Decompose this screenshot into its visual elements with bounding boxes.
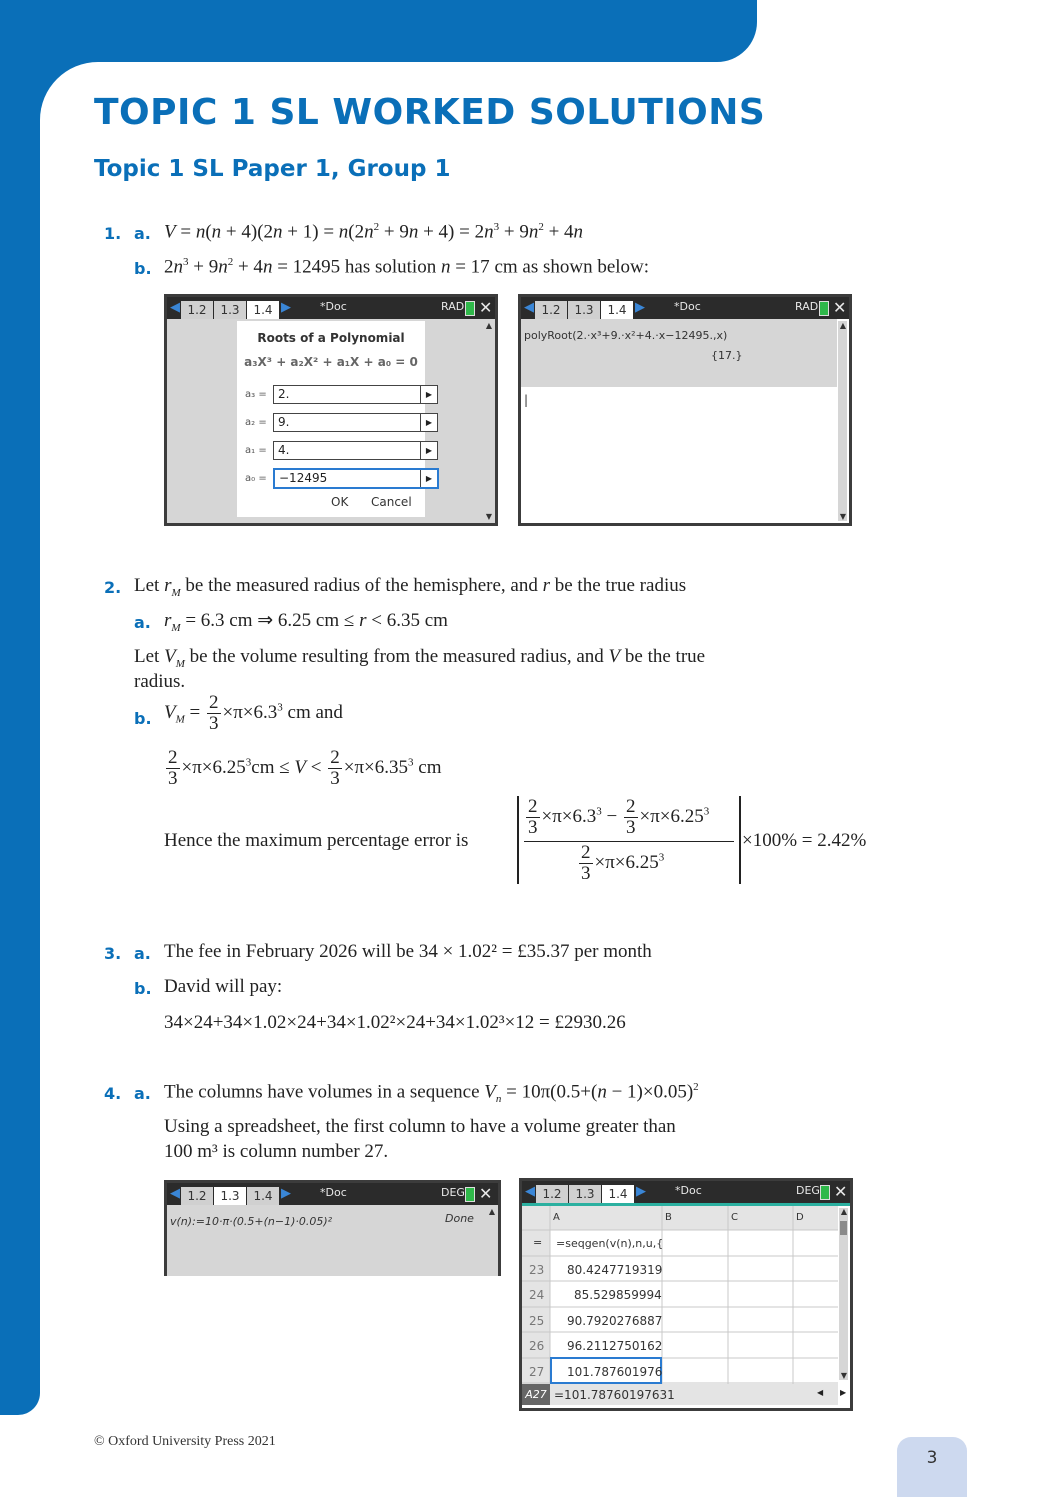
tab-right-arrow-icon[interactable]: ▶ (281, 300, 291, 315)
angle-mode: DEG (441, 1186, 465, 1199)
angle-mode: DEG (796, 1184, 820, 1197)
tab-1-2[interactable]: 1.2 (535, 301, 567, 319)
side-band (0, 0, 40, 1415)
row-head-26: 26 (529, 1339, 545, 1353)
tab-right-arrow-icon[interactable]: ▶ (636, 1184, 646, 1199)
field-a0-arrow-icon[interactable]: ▶ (420, 470, 437, 487)
calc-screen-define (164, 1180, 501, 1276)
close-icon[interactable]: ✕ (479, 1184, 493, 1203)
entry-line-value[interactable]: =101.78760197631 (554, 1388, 675, 1402)
field-a1-arrow-icon[interactable]: ▶ (420, 442, 437, 459)
q4-para-1: Using a spreadsheet, the first column to have a volume greater than (164, 1116, 676, 1137)
question-1-number: 1. (104, 224, 122, 243)
field-label-a0: a₀ = (245, 473, 267, 484)
spreadsheet-grid (522, 1206, 838, 1384)
row-head-24: 24 (529, 1288, 545, 1302)
cell-a23[interactable]: 80.4247719319 (567, 1263, 663, 1277)
q2-paragraph: Let $V_M$ be the volume resulting from the measured radius, and V be the true (134, 646, 706, 670)
field-a3[interactable] (273, 385, 438, 404)
field-label-a2: a₂ = (245, 417, 267, 428)
cell-a24[interactable]: 85.529859994 (574, 1288, 662, 1302)
tab-1-4[interactable]: 1.4 (601, 301, 633, 319)
page-number-tab (897, 1437, 967, 1497)
cell-a25[interactable]: 90.7920276887 (567, 1314, 663, 1328)
page-subtitle: Topic 1 SL Paper 1, Group 1 (94, 156, 451, 182)
col-header-d[interactable]: D (796, 1212, 804, 1223)
calc-input: polyRoot(2.·x³+9.·x²+4.·x−12495.,x) (524, 329, 728, 342)
q2b-inequality: $\frac{2}{3}$ $\times\pi\times 6.25^3cm \le V$ < $\frac{2}{3}$ $\times\pi\times 6.35^3$ cm (168, 747, 442, 789)
field-a2-value: 9. (278, 415, 290, 429)
scrollbar-thumb[interactable] (840, 1221, 847, 1235)
error-denominator: $\frac{2}{3}$ $\times\pi\times 6.25^3$ (581, 842, 665, 884)
scroll-up-icon[interactable]: ▲ (485, 321, 492, 330)
question-2-number: 2. (104, 578, 122, 597)
tab-1-4[interactable]: 1.4 (602, 1185, 634, 1203)
calc-screen-polyroot (518, 294, 852, 526)
battery-icon (820, 1185, 830, 1200)
page-title: TOPIC 1 SL WORKED SOLUTIONS (94, 92, 766, 133)
field-a1[interactable] (273, 441, 438, 460)
cell-a26[interactable]: 96.2112750162 (567, 1339, 663, 1353)
tab-left-arrow-icon[interactable]: ◀ (170, 1186, 180, 1201)
battery-icon (465, 1187, 475, 1202)
field-a0-value: −12495 (279, 471, 328, 485)
q3b-text: David will pay: (164, 976, 283, 997)
calc-input: v(n):=10·π·(0.5+(n−1)·0.05)² (170, 1215, 333, 1228)
tab-1-2[interactable]: 1.2 (536, 1185, 568, 1203)
q1b-expression: $2n^3 + 9n^2 + 4n = 12495$ has solution n = 17 cm as shown below: (164, 256, 650, 278)
q1-part-b-label: b. (134, 259, 152, 278)
tab-1-4[interactable]: 1.4 (247, 1187, 279, 1205)
q2-part-b-label: b. (134, 709, 152, 728)
tab-right-arrow-icon[interactable]: ▶ (281, 1186, 291, 1201)
tab-1-2[interactable]: 1.2 (181, 1187, 213, 1205)
field-label-a3: a₃ = (245, 389, 267, 400)
calc-toolbar (521, 297, 849, 319)
entry-left-arrow-icon[interactable]: ◀ (817, 1388, 824, 1397)
col-header-b[interactable]: B (665, 1212, 672, 1223)
scroll-down-icon[interactable]: ▼ (485, 512, 492, 521)
field-a1-value: 4. (278, 443, 290, 457)
q4a-text: The columns have volumes in a sequence $V_n = 10\pi(0.5+(n - 1)\times 0.05)^2$ (164, 1081, 699, 1106)
error-result: ×100% = 2.42% (742, 830, 867, 851)
error-numerator: $\frac{2}{3}$ $\times\pi\times 6.3^3$ − $\frac{2}{3}$ $\times\pi\times 6.25^3$ (528, 796, 710, 838)
q2b-expression: $V_M$ = $\frac{2}{3}$ $\times\pi\times 6.3^3$ cm and (164, 692, 343, 734)
entry-right-arrow-icon[interactable]: ▶ (840, 1388, 847, 1397)
row-head-27: 27 (529, 1365, 545, 1379)
cell-a27[interactable]: 101.787601976 (567, 1365, 663, 1379)
field-a3-arrow-icon[interactable]: ▶ (420, 386, 437, 403)
tab-left-arrow-icon[interactable]: ◀ (525, 1184, 535, 1199)
angle-mode: RAD (441, 300, 465, 313)
tab-1-2[interactable]: 1.2 (181, 301, 213, 319)
calc-output: Done (445, 1212, 474, 1225)
col-header-c[interactable]: C (731, 1212, 738, 1223)
q1-part-a-label: a. (134, 224, 151, 243)
field-label-a1: a₁ = (245, 445, 267, 456)
q2-hence-text: Hence the maximum percentage error is (164, 830, 469, 851)
scrollbar[interactable] (484, 321, 493, 521)
tab-left-arrow-icon[interactable]: ◀ (170, 300, 180, 315)
q1b-text-2: cm as shown below: (494, 256, 650, 278)
doc-name: *Doc (320, 300, 347, 313)
scroll-up-icon[interactable]: ▲ (488, 1207, 495, 1216)
q3a-text: The fee in February 2026 will be 34 × 1.02² = £35.37 per month (164, 941, 652, 962)
fraction-bar (524, 841, 734, 842)
row-head-23: 23 (529, 1263, 545, 1277)
scrollbar[interactable] (838, 321, 847, 521)
field-a3-value: 2. (278, 387, 290, 401)
tab-left-arrow-icon[interactable]: ◀ (524, 300, 534, 315)
entry-cursor[interactable]: | (524, 393, 529, 407)
scroll-up-icon[interactable]: ▲ (839, 321, 846, 330)
tab-1-3[interactable]: 1.3 (568, 301, 600, 319)
q2a-expression: $r_M = 6.3$ cm ⇒ 6.25 cm ≤ r < 6.35 cm (164, 610, 448, 634)
calc-output: {17.} (711, 349, 743, 362)
q1a-expression: $V = n(n + 4)(2n + 1) = n(2n^2 + 9n + 4) = 2n^3 + 9n^2 + 4n$ (164, 221, 584, 243)
calc-screen-roots (164, 294, 498, 526)
scroll-down-icon[interactable]: ▼ (839, 512, 846, 521)
cell-reference: A27 (522, 1384, 550, 1405)
scroll-up-icon[interactable]: ▲ (840, 1207, 847, 1216)
dialog-equation: a₃X³ + a₂X² + a₁X + a₀ = 0 (244, 355, 418, 369)
close-icon[interactable]: ✕ (479, 298, 493, 317)
q1b-text: has solution (344, 256, 437, 278)
page-number: 3 (926, 1448, 938, 1468)
q3-part-a-label: a. (134, 944, 151, 963)
tab-1-4[interactable]: 1.4 (247, 301, 279, 319)
q4-part-a-label: a. (134, 1084, 151, 1103)
tab-right-arrow-icon[interactable]: ▶ (635, 300, 645, 315)
field-a0[interactable] (273, 468, 439, 489)
close-icon[interactable]: ✕ (834, 1182, 848, 1201)
calc-toolbar (522, 1181, 850, 1203)
tab-1-3[interactable]: 1.3 (569, 1185, 601, 1203)
doc-name: *Doc (320, 1186, 347, 1199)
col-header-a[interactable]: A (553, 1212, 560, 1223)
calc-toolbar (167, 297, 495, 319)
q2-part-a-label: a. (134, 613, 151, 632)
scroll-down-icon[interactable]: ▼ (840, 1371, 847, 1380)
doc-name: *Doc (674, 300, 701, 313)
question-3-number: 3. (104, 944, 122, 963)
q3-part-b-label: b. (134, 979, 152, 998)
q3-sum: 34×24+34×1.02×24+34×1.02²×24+34×1.02³×12 = £2930.26 (164, 1012, 626, 1033)
calc-screen-spreadsheet (519, 1178, 853, 1411)
cancel-button[interactable]: Cancel (371, 495, 412, 509)
header-band (0, 0, 757, 62)
q2-paragraph-2: radius. (134, 671, 186, 692)
calc-toolbar (167, 1183, 498, 1205)
q4a-lead: The columns have volumes in a sequence (164, 1081, 480, 1103)
battery-icon (819, 301, 829, 316)
formula-cell[interactable]: =seqgen(v(n),n,u,{ (556, 1237, 664, 1250)
question-4-number: 4. (104, 1084, 122, 1103)
field-a2-arrow-icon[interactable]: ▶ (420, 414, 437, 431)
ok-button[interactable]: OK (331, 495, 349, 509)
tab-1-3[interactable]: 1.3 (214, 301, 246, 319)
tab-1-3[interactable]: 1.3 (214, 1187, 246, 1205)
battery-icon (465, 301, 475, 316)
row-head-25: 25 (529, 1314, 545, 1328)
q2-intro: Let $r_M$ be the measured radius of the hemisphere, and r be the true radius (134, 575, 687, 599)
formula-row-head: = (533, 1236, 543, 1249)
copyright-footer: © Oxford University Press 2021 (94, 1434, 276, 1449)
angle-mode: RAD (795, 300, 819, 313)
doc-name: *Doc (675, 1184, 702, 1197)
field-a2[interactable] (273, 413, 438, 432)
close-icon[interactable]: ✕ (833, 298, 847, 317)
q4-para-2: 100 m³ is column number 27. (164, 1141, 389, 1162)
dialog-title: Roots of a Polynomial (257, 331, 405, 345)
